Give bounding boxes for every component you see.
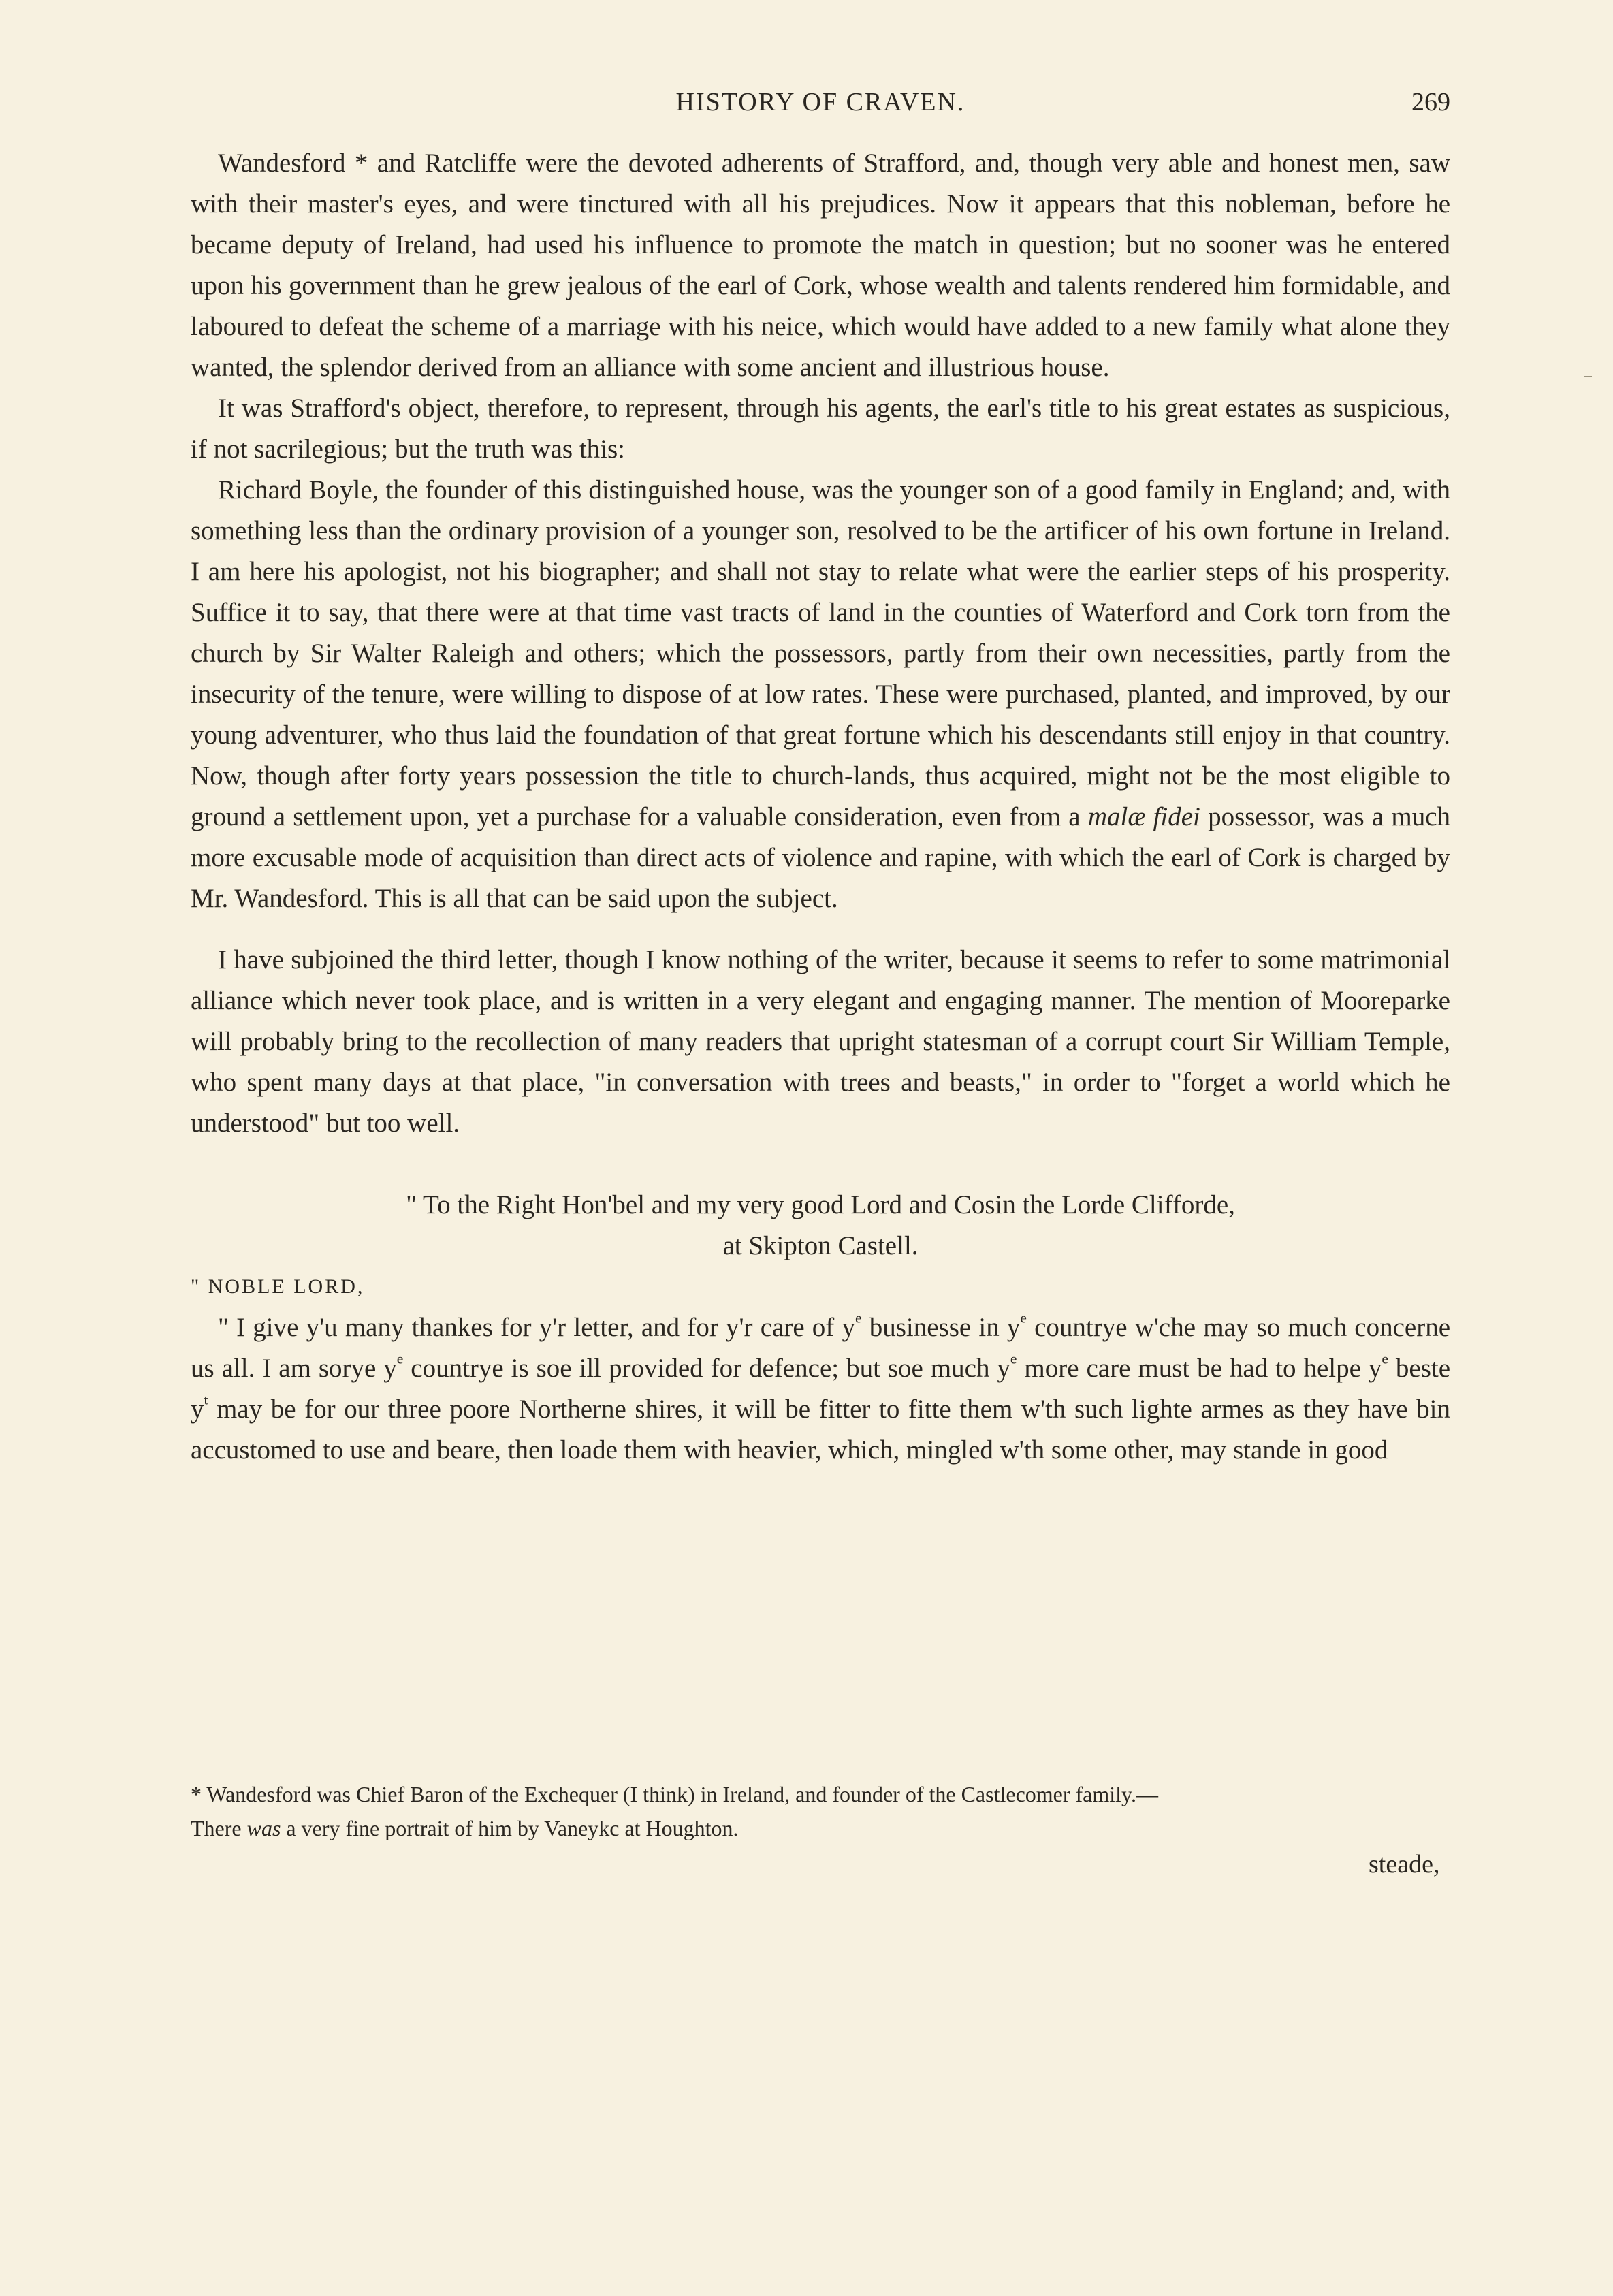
superscript: e <box>855 1309 862 1326</box>
footnote-text: There <box>191 1816 242 1840</box>
paragraph-third-letter: I have subjoined the third letter, though I know nothing of the writer, because it seems to refer to some matrimonial alliance which never took place, and is written in a very elegant and engaging manner. The mention of Mooreparke will probably bring to the recollection of many readers that upright statesman of a corrupt court Sir William Temple, who spent many days at that place, "in conversation with trees and beasts," in order to "forget a world which he understood" but too well. <box>191 945 1450 1138</box>
paragraph-text: possessor, was a much more excusable mode of acquisition than direct acts of violence and rapine, with which the earl of Cork is charged by Mr. Wandesford. This is all that can be said upon the subject. <box>191 802 1451 913</box>
letter-body <box>191 1307 1450 1471</box>
catchword: steade, <box>1369 1850 1440 1879</box>
letter-text: countrye is soe ill provided for defence; but soe much y <box>403 1354 1010 1383</box>
superscript: e <box>1382 1350 1388 1367</box>
footnote-italic: was <box>246 1816 281 1840</box>
superscript: e <box>1010 1350 1017 1367</box>
page-header <box>191 87 1450 128</box>
letter-text: " I give y'u many thankes for y'r letter, and for y'r care of y <box>218 1313 855 1342</box>
letter-text: countrye w'che may so much concerne us all. I am sorye y <box>191 1313 1451 1383</box>
paragraph-wandesford: Wandesford * and Ratcliffe were the devoted adherents of Strafford, and, though very able and honest men, saw with their master's eyes, and were tinctured with all his prejudices. Now it appears that this nobleman, before he became deputy of Ireland, had used his influence to promote the match in question; but no sooner was he entered upon his government than he grew jealous of the earl of Cork, whose wealth and talents rendered him formidable, and laboured to defeat the scheme of a marriage with his neice, which would have added to a new family what alone they wanted, the splendor derived from an alliance with some ancient and illustrious house. <box>191 148 1450 382</box>
margin-mark <box>1584 376 1592 377</box>
paragraph-richard-boyle <box>191 470 1450 919</box>
letter-text: beste y <box>191 1354 1451 1424</box>
letter-text: more care must be had to helpe y <box>1017 1354 1382 1383</box>
body-text <box>191 143 1450 1471</box>
page-number: 269 <box>1411 88 1450 116</box>
letter-salutation: " NOBLE LORD, <box>191 1275 365 1298</box>
letter-text: businesse in y <box>861 1313 1021 1342</box>
footnote-line-2 <box>191 1811 1450 1845</box>
footnote-text: a very fine portrait of him by Vaneykc at Houghton. <box>286 1816 739 1840</box>
paragraph-text: Richard Boyle, the founder of this distinguished house, was the younger son of a good family in England; and, with something less than the ordinary provision of a younger son, resolved to be the artificer of his own fortune in Ireland. I am here his apologist, not his biographer; and shall not stay to relate what were the earlier steps of his prosperity. Suffice it to say, that there were at that time vast tracts of land in the counties of Waterford and Cork torn from the church by Sir Walter Raleigh and others; which the possessors, partly from their own necessities, partly from the insecurity of the tenure, were willing to dispose of at low rates. These were purchased, planted, and improved, by our young adventurer, who thus laid the foundation of that great fortune which his descendants still enjoy in that country. Now, though after forty years possession the title to church-lands, thus acquired, might not be the most eligible to ground a settlement upon, yet a purchase for a valuable consideration, even from a <box>191 475 1450 831</box>
superscript: e <box>396 1350 404 1367</box>
footnote-line-1: * Wandesford was Chief Baron of the Exchequer (I think) in Ireland, and founder of the Castlecomer family.— <box>191 1782 1158 1806</box>
letter-address-line-2: at Skipton Castell. <box>722 1231 919 1260</box>
footnote <box>191 1777 1450 1845</box>
superscript: e <box>1020 1309 1027 1326</box>
running-title: HISTORY OF CRAVEN. <box>675 88 965 116</box>
latin-phrase: malæ fidei <box>1087 802 1200 831</box>
paragraph-strafford-object: It was Strafford's object, therefore, to represent, through his agents, the earl's title to his great estates as suspicious, if not sacrilegious; but the truth was this: <box>191 394 1450 464</box>
letter-address-line-1: " To the Right Hon'bel and my very good Lord and Cosin the Lorde Clifforde, <box>406 1190 1235 1219</box>
letter-text: may be for our three poore Northerne shires, it will be fitter to fitte them w'th such lighte armes as they have bin accustomed to use and beare, then loade them with heavier, which, mingled w'th some other, may stande in good <box>191 1394 1450 1465</box>
superscript: t <box>204 1391 208 1408</box>
